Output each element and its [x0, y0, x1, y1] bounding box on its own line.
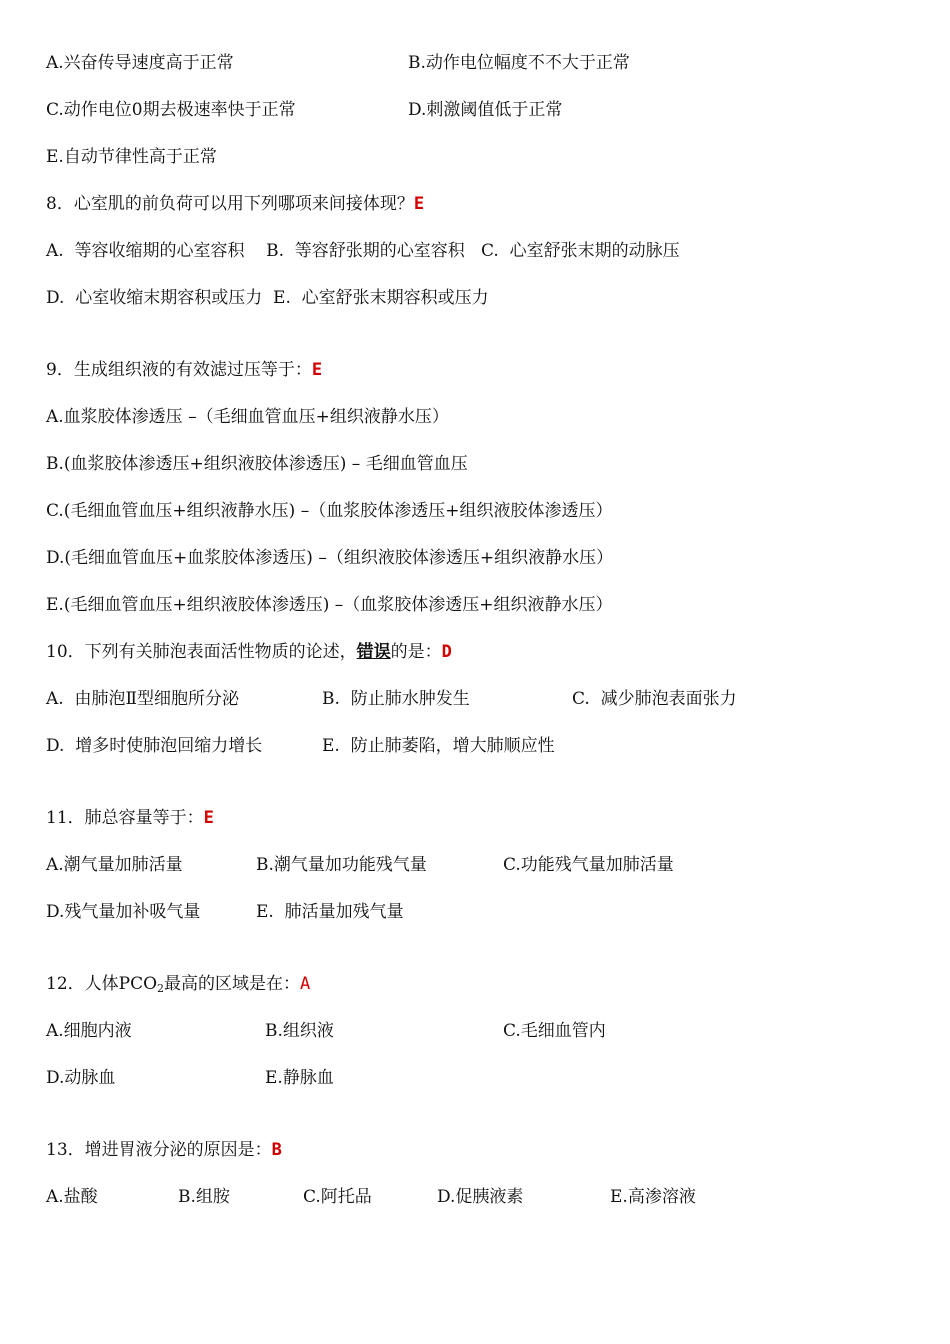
q7-option-b: B.动作电位幅度不不大于正常 [408, 53, 630, 73]
q9-option-e: E.(毛细血管血压+组织液胶体渗透压) –（血浆胶体渗透压+组织液静水压） [46, 595, 613, 615]
q12-option-c: C.毛细血管内 [503, 1021, 606, 1041]
q9-question-text: 9．生成组织液的有效滤过压等于： [46, 360, 312, 380]
q10-option-c: C. 减少肺泡表面张力 [572, 689, 737, 709]
q11-option-d: D.残气量加补吸气量 [46, 902, 201, 922]
q12-option-a: A.细胞内液 [46, 1021, 132, 1041]
q10-emphasis: 错误 [356, 642, 391, 662]
q11-option-e: E. 肺活量加残气量 [256, 902, 404, 922]
q13-question-text: 13．增进胃液分泌的原因是： [46, 1140, 272, 1160]
q11-stem [46, 807, 214, 829]
q8-stem [46, 193, 424, 215]
q9-option-c: C.(毛细血管血压+组织液静水压) –（血浆胶体渗透压+组织液胶体渗透压） [46, 501, 613, 521]
q12-answer: A [300, 974, 311, 994]
q12-option-d: D.动脉血 [46, 1068, 116, 1088]
q8-answer: E [413, 194, 425, 214]
q8-options-line-2: D. 心室收缩末期容积或压力 E. 心室舒张末期容积或压力 [46, 288, 489, 308]
q9-option-a: A.血浆胶体渗透压 –（毛细血管血压+组织液静水压） [46, 407, 449, 427]
q7-option-d: D.刺激阈值低于正常 [408, 100, 563, 120]
q13-answer: B [271, 1140, 282, 1160]
q9-answer: E [311, 360, 323, 380]
q13-option-a: A.盐酸 [46, 1187, 98, 1207]
q10-stem [46, 641, 452, 663]
q11-option-c: C.功能残气量加肺活量 [503, 855, 674, 875]
q10-question-text: 10．下列有关肺泡表面活性物质的论述， [46, 642, 357, 662]
q12-subscript: 2 [157, 982, 165, 995]
q10-option-a: A. 由肺泡Ⅱ型细胞所分泌 [46, 689, 240, 709]
q9-option-b: B.(血浆胶体渗透压+组织液胶体渗透压) – 毛细血管血压 [46, 454, 468, 474]
q13-option-e: E.高渗溶液 [610, 1187, 696, 1207]
q13-option-c: C.阿托品 [303, 1187, 372, 1207]
q12-question-text: 12．人体PCO [46, 974, 158, 994]
q9-option-d: D.(毛细血管血压+血浆胶体渗透压) –（组织液胶体渗透压+组织液静水压） [46, 548, 614, 568]
q12-option-e: E.静脉血 [265, 1068, 334, 1088]
q10-option-e: E. 防止肺萎陷，增大肺顺应性 [322, 736, 555, 756]
q10-option-d: D. 增多时使肺泡回缩力增长 [46, 736, 263, 756]
q10-question-tail: 的是： [390, 642, 442, 662]
q12-question-tail: 最高的区域是在： [164, 974, 301, 994]
q10-option-b: B. 防止肺水肿发生 [322, 689, 470, 709]
q7-option-c: C.动作电位0期去极速率快于正常 [46, 100, 296, 120]
q7-option-e: E.自动节律性高于正常 [46, 147, 217, 167]
q13-option-b: B.组胺 [178, 1187, 230, 1207]
q8-question-text: 8．心室肌的前负荷可以用下列哪项来间接体现？ [46, 194, 414, 214]
q7-option-a: A.兴奋传导速度高于正常 [46, 53, 234, 73]
q13-option-d: D.促胰液素 [437, 1187, 524, 1207]
q12-stem [46, 973, 310, 1000]
q11-option-b: B.潮气量加功能残气量 [256, 855, 427, 875]
q10-answer: D [441, 642, 452, 662]
q8-options-line-1: A. 等容收缩期的心室容积 B. 等容舒张期的心室容积 C. 心室舒张末期的动脉压 [46, 241, 680, 261]
q13-stem [46, 1139, 282, 1161]
q11-answer: E [203, 808, 214, 828]
q9-stem [46, 359, 322, 381]
q12-option-b: B.组织液 [265, 1021, 334, 1041]
q11-question-text: 11．肺总容量等于： [46, 808, 204, 828]
q11-option-a: A.潮气量加肺活量 [46, 855, 183, 875]
